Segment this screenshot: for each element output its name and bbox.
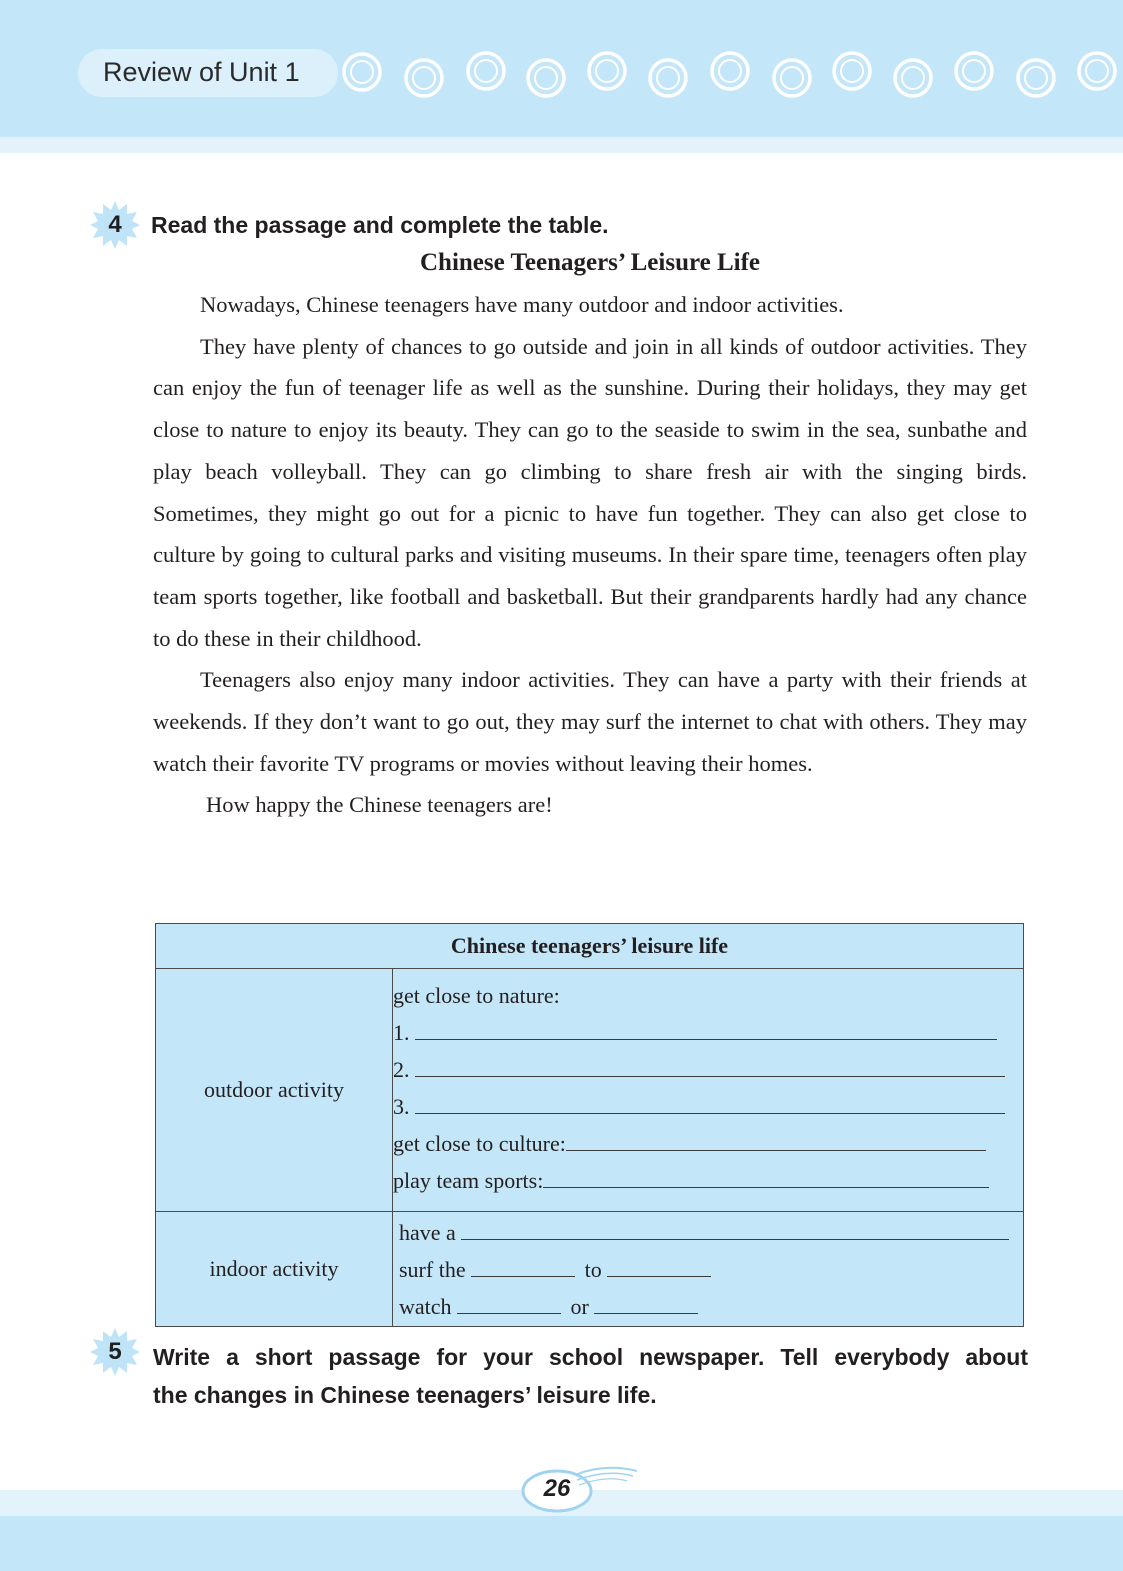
leisure-table [155, 923, 1024, 1327]
answer-blank[interactable] [457, 1289, 561, 1314]
sports-label: play team sports: [393, 1168, 544, 1193]
exercise-number: 5 [108, 1338, 122, 1365]
nature-line [393, 977, 1023, 1014]
answer-blank[interactable] [471, 1252, 575, 1277]
internet-line [399, 1251, 1023, 1288]
watch-line [399, 1288, 1023, 1325]
page-number: 26 [543, 1475, 571, 1502]
ring-icon [406, 60, 442, 96]
item-number: 2. [393, 1057, 410, 1082]
indoor-activity-label: indoor activity [156, 1212, 393, 1327]
ring-icon [712, 53, 748, 89]
answer-blank[interactable] [607, 1252, 711, 1277]
exercise-4-badge [90, 200, 140, 250]
ring-icon [834, 53, 870, 89]
ring-icon [344, 54, 380, 90]
answer-line-1 [393, 1014, 1023, 1051]
nature-label: get close to nature: [393, 983, 560, 1008]
answer-blank[interactable] [566, 1126, 986, 1151]
ring-icon [956, 53, 992, 89]
outdoor-activity-label: outdoor activity [156, 969, 393, 1212]
ring-icon [468, 53, 504, 89]
answer-blank[interactable] [594, 1289, 698, 1314]
ring-icon [650, 60, 686, 96]
passage-paragraph: Nowadays, Chinese teenagers have many outdoor and indoor activities. [200, 292, 844, 317]
table-header: Chinese teenagers’ leisure life [156, 924, 1024, 969]
passage-paragraph: Teenagers also enjoy many indoor activities. They can have a party with their friends at weekends. If they don’t want to go out, they may surf the internet to chat with others. They may watch their favorite TV programs or movies without leaving their homes. [153, 667, 1027, 776]
answer-blank[interactable] [415, 1089, 1005, 1114]
exercise-number: 4 [108, 211, 122, 238]
passage [153, 284, 1027, 826]
exercise-4-instruction: Read the passage and complete the table. [151, 212, 609, 238]
have-a-label: have a [399, 1220, 456, 1245]
header-strip [0, 137, 1123, 153]
watch-label: watch [399, 1294, 452, 1319]
sports-line [393, 1162, 1023, 1199]
to-label: to [584, 1257, 602, 1282]
culture-line [393, 1125, 1023, 1162]
answer-line-2 [393, 1051, 1023, 1088]
ring-icon [528, 60, 564, 96]
answer-blank[interactable] [415, 1052, 1005, 1077]
passage-title: Chinese Teenagers’ Leisure Life [419, 249, 761, 276]
or-label: or [570, 1294, 589, 1319]
ring-icon [1018, 60, 1054, 96]
exercise-5-badge [90, 1327, 140, 1377]
indoor-activity-cell [393, 1212, 1024, 1327]
item-number: 3. [393, 1094, 410, 1119]
instruction-line: the changes in Chinese teenagers’ leisure life. [153, 1382, 657, 1408]
item-number: 1. [393, 1020, 410, 1045]
ring-icon [1079, 53, 1115, 89]
passage-paragraph: How happy the Chinese teenagers are! [206, 792, 553, 818]
passage-paragraph: They have plenty of chances to go outside and join in all kinds of outdoor activities. They can enjoy the fun of teenager life as well as the sunshine. During their holidays, they may get close to nature to enjoy its beauty. They can go to the seaside to swim in the sea, sunbathe and play beach volleyball. They can go climbing to share fresh air with the singing birds. Sometimes, they might go out for a picnic to have fun together. They can also get close to culture by going to cultural parks and visiting museums. In their spare time, teenagers often play team sports together, like football and basketball. But their grandparents hardly had any chance to do these in their childhood. [153, 333, 1027, 651]
outdoor-activity-cell [393, 969, 1024, 1212]
footer-band [0, 1516, 1123, 1571]
unit-title: Review of Unit 1 [103, 57, 300, 87]
ring-icon [589, 53, 625, 89]
answer-blank[interactable] [543, 1163, 989, 1188]
ring-icon [774, 60, 810, 96]
instruction-line: Write a short passage for your school newspaper. Tell everybody about [153, 1344, 1028, 1370]
party-line [399, 1214, 1023, 1251]
ring-icon [895, 60, 931, 96]
culture-label: get close to culture: [393, 1131, 566, 1156]
answer-blank[interactable] [415, 1015, 997, 1040]
decorative-rings [0, 0, 1123, 137]
surf-the-label: surf the [399, 1257, 466, 1282]
answer-blank[interactable] [461, 1215, 1009, 1240]
exercise-5-instruction [153, 1338, 1028, 1414]
answer-line-3 [393, 1088, 1023, 1125]
